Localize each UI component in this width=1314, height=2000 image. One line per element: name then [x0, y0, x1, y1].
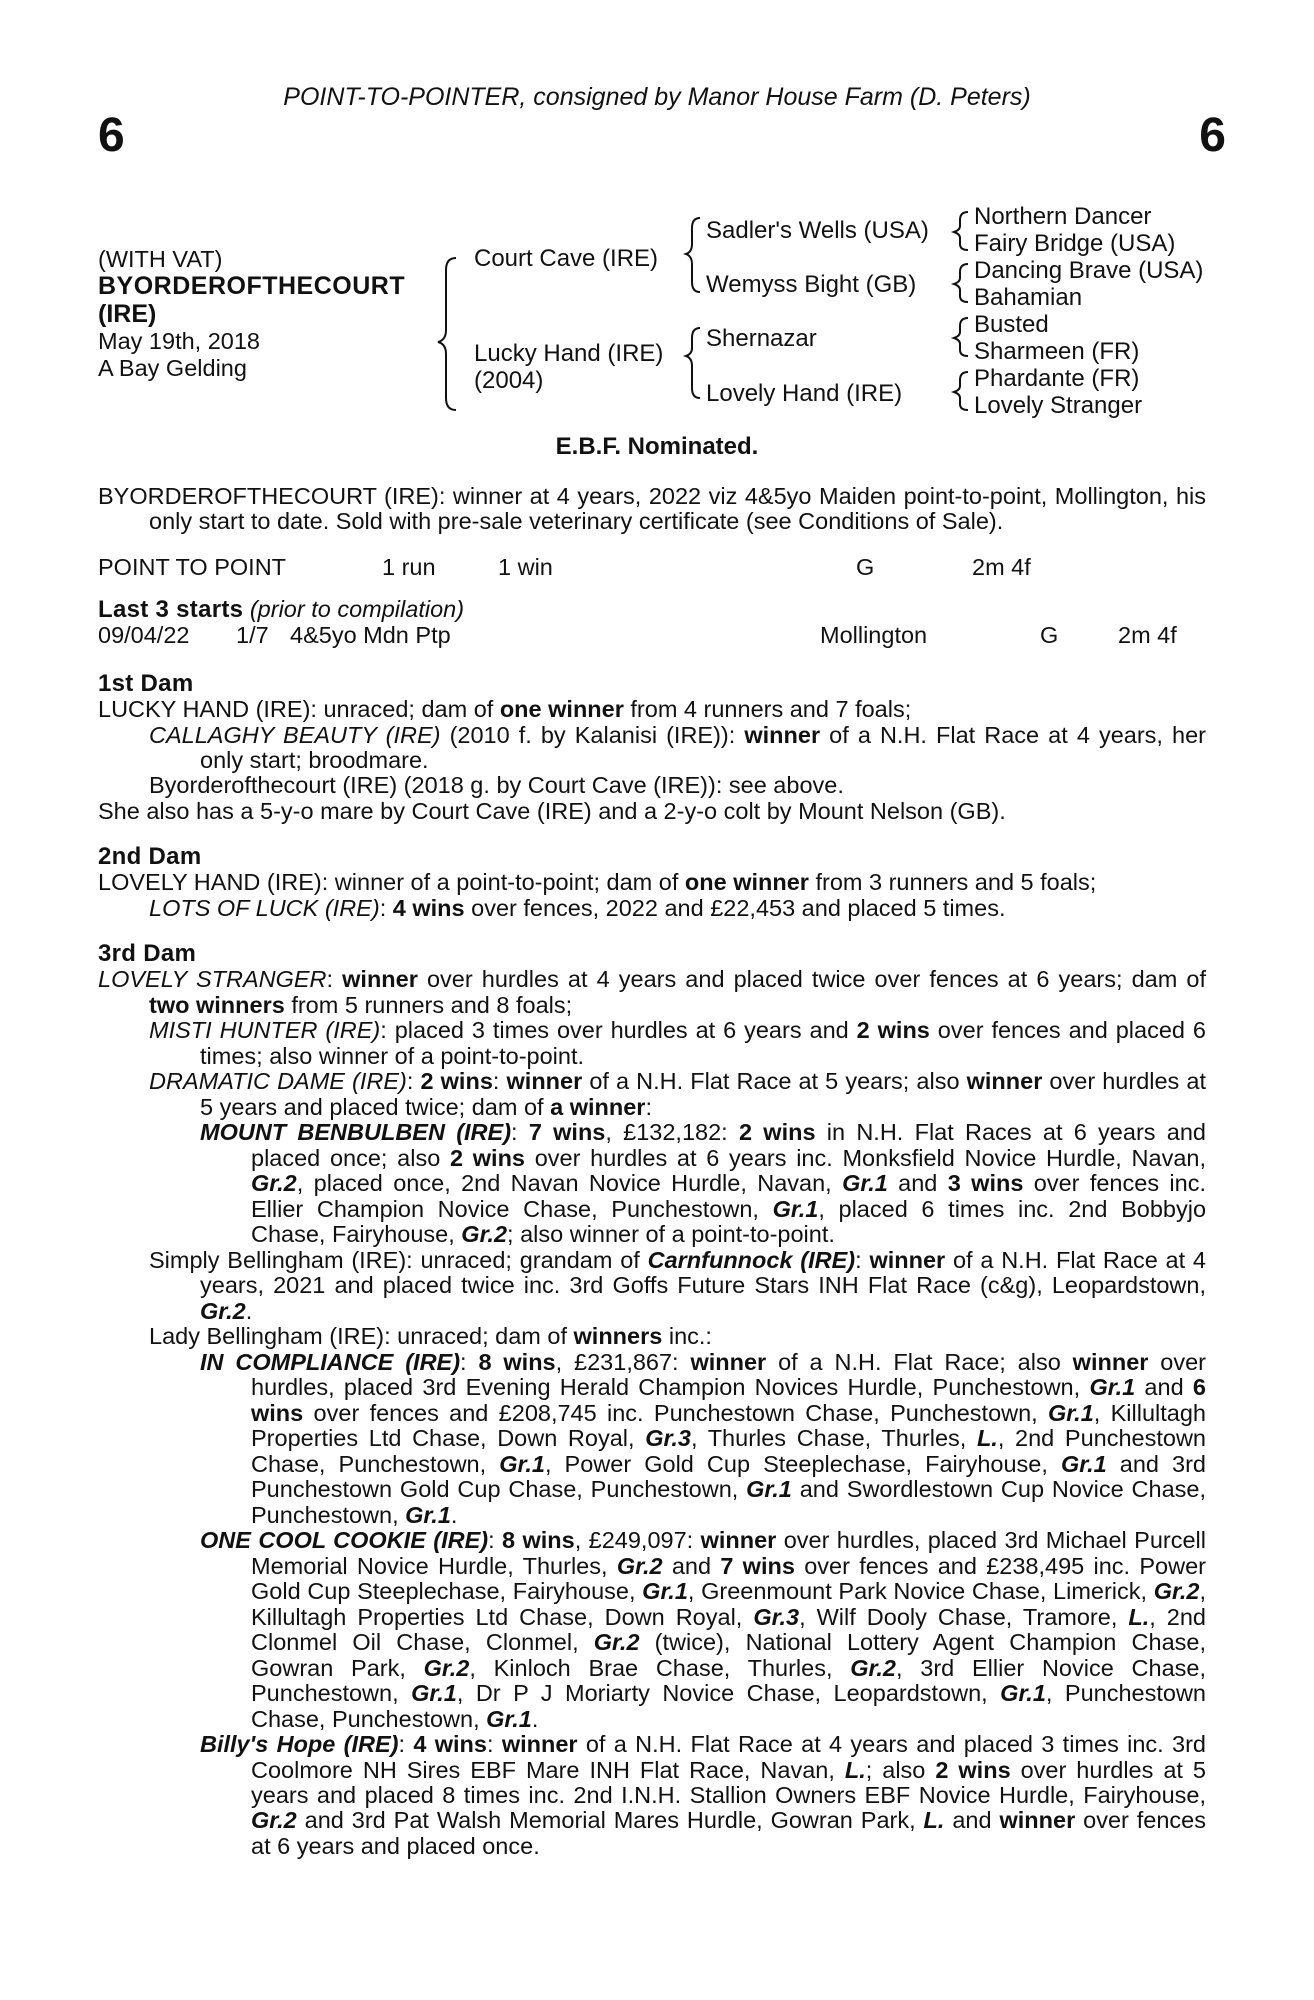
third-dam-line: LOVELY STRANGER: winner over hurdles at 4 years and placed twice over fences at 6 years; dam of two winners from 5 runners and 8 foals; — [98, 966, 1206, 1018]
pedigree-g5: Busted — [974, 311, 1049, 338]
start-going: G — [1040, 622, 1059, 648]
brace-dam — [686, 328, 700, 398]
start-race: 4&5yo Mdn Ptp — [290, 622, 451, 648]
first-dam-line: LUCKY HAND (IRE): unraced; dam of one winner from 4 runners and 7 foals; — [98, 696, 912, 723]
lady-bellingham-entry: Lady Bellingham (IRE): unraced; dam of winners inc.: — [149, 1323, 712, 1350]
misti-hunter-entry: MISTI HUNTER (IRE): placed 3 times over hurdles at 6 years and 2 wins over fences and placed 6 times; also winner of a point-to-point. — [149, 1017, 1206, 1069]
pedigree-sire: Court Cave (IRE) — [474, 245, 659, 272]
simply-bellingham-entry: Simply Bellingham (IRE): unraced; grandam of Carnfunnock (IRE): winner of a N.H. Flat Race at 4 years, 2021 and placed twice inc. 3rd Goffs Future Stars INH Flat Race (c&g), Leopardstown, Gr.2. — [149, 1246, 1207, 1324]
first-dam-section — [98, 671, 1206, 824]
one-cool-cookie-entry: ONE COOL COOKIE (IRE): 8 wins, £249,097: winner over hurdles, placed 3rd Michael Purcell Memorial Novice Hurdle, Thurles, Gr.2 and 7 wins over fences and £238,495 inc. Power Gold Cup Steeplechase, Fairyhouse, Gr.1, Greenmount Park Novice Chase, Limerick, Gr.2, Killultagh Properties Ltd Chase, Down Royal, Gr.3, Wilf Dooly Chase, Tramore, L., 2nd Clonmel Oil Chase, Clonmel, Gr.2 (twice), National Lottery Agent Champion Chase, Gowran Park, Gr.2, Kinloch Brae Chase, Thurles, Gr.2, 3rd Ellier Novice Chase, Punchestown, Gr.1, Dr P J Moriarty Novice Chase, Leopardstown, Gr.1, Punchestown Chase, Punchestown, Gr.1. — [200, 1527, 1206, 1732]
horse-name-line2: (IRE) — [98, 300, 157, 329]
second-dam-section — [98, 844, 1206, 921]
pedigree-g7: Phardante (FR) — [974, 365, 1140, 392]
lots-of-luck-entry: LOTS OF LUCK (IRE): 4 wins over fences, 2022 and £22,453 and placed 5 times. — [149, 894, 1006, 921]
pedigree-g4: Bahamian — [974, 284, 1083, 311]
brace-g1 — [954, 212, 968, 250]
pedigree-sire-dam: Wemyss Bight (GB) — [706, 271, 917, 298]
first-dam-title: 1st Dam — [98, 670, 194, 697]
pedigree-dam-dam: Lovely Hand (IRE) — [706, 380, 903, 407]
pedigree-g8: Lovely Stranger — [974, 392, 1143, 419]
record-row — [98, 555, 1206, 583]
pedigree-dam-sire: Shernazar — [706, 325, 817, 352]
catalogue-body — [98, 484, 1206, 1859]
byorderofthecourt-entry: Byorderofthecourt (IRE) (2018 g. by Court Cave (IRE)): see above. — [149, 772, 844, 799]
pedigree-g6: Sharmeen (FR) — [974, 338, 1140, 365]
horse-info — [98, 246, 405, 381]
pedigree-g3: Dancing Brave (USA) — [974, 257, 1204, 284]
horse-name-line1: BYORDEROFTHECOURT — [98, 272, 406, 301]
record-wins: 1 win — [498, 553, 553, 580]
brace-g2 — [954, 264, 968, 302]
pedigree-dam: Lucky Hand (IRE) — [474, 340, 664, 367]
start-course: Mollington — [820, 622, 928, 648]
last-starts-heading — [98, 597, 1206, 623]
first-dam-note: She also has a 5-y-o mare by Court Cave (IRE) and a 2-y-o colt by Mount Nelson (GB). — [98, 797, 1006, 824]
lot-number-right: 6 — [1199, 109, 1226, 162]
horse-dob: May 19th, 2018 — [98, 328, 260, 355]
ebf-nominated: E.B.F. Nominated. — [555, 433, 759, 460]
brace-g3 — [954, 318, 968, 356]
brace-main — [438, 258, 456, 410]
last-starts-note: (prior to compilation) — [249, 595, 465, 622]
brace-sire — [686, 218, 700, 292]
dramatic-dame-entry: DRAMATIC DAME (IRE): 2 wins: winner of a N.H. Flat Race at 5 years; also winner over hurdles at 5 years and placed twice; dam of a winner: — [149, 1068, 1206, 1120]
second-dam-line: LOVELY HAND (IRE): winner of a point-to-point; dam of one winner from 3 runners and 5 foals; — [98, 869, 1097, 896]
mount-benbulben-entry: MOUNT BENBULBEN (IRE): 7 wins, £132,182: 2 wins in N.H. Flat Races at 6 years and placed once; also 2 wins over hurdles at 6 years inc. Monksfield Novice Hurdle, Navan, Gr.2, placed once, 2nd Navan Novice Hurdle, Navan, Gr.1 and 3 wins over fences inc. Ellier Champion Novice Chase, Punchestown, Gr.1, placed 6 times inc. 2nd Bobbyjo Chase, Fairyhouse, Gr.2; also winner of a point-to-point. — [200, 1119, 1207, 1248]
third-dam-section — [98, 941, 1206, 1859]
record-distance: 2m 4f — [972, 553, 1031, 580]
second-dam-title: 2nd Dam — [98, 843, 202, 871]
start-date: 09/04/22 — [98, 622, 190, 648]
callaghy-beauty-entry: CALLAGHY BEAUTY (IRE) (2010 f. by Kalanisi (IRE)): winner of a N.H. Flat Race at 4 years, her only start; broodmare. — [149, 721, 1206, 773]
start-distance: 2m 4f — [1118, 622, 1177, 648]
start-place: 1/7 — [236, 622, 269, 648]
third-dam-title: 3rd Dam — [98, 940, 197, 968]
last-start-row — [98, 623, 1206, 651]
brace-g4 — [954, 372, 968, 410]
catalogue-header: POINT-TO-POINTER, consigned by Manor House Farm (D. Peters) — [283, 83, 1031, 111]
pedigree-dam-year: (2004) — [474, 367, 544, 394]
last-starts-title: Last 3 starts — [98, 595, 244, 623]
lot-number-left: 6 — [98, 109, 125, 162]
billys-hope-entry: Billy's Hope (IRE): 4 wins: winner of a N.H. Flat Race at 4 years and placed 3 times inc. 3rd Coolmore NH Sires EBF Mare INH Flat Race, Navan, L.; also 2 wins over hurdles at 5 years and placed 8 times inc. 2nd I.N.H. Stallion Owners EBF Novice Hurdle, Fairyhouse, Gr.2 and 3rd Pat Walsh Memorial Mares Hurdle, Gowran Park, L. and winner over fences at 6 years and placed once. — [200, 1731, 1206, 1859]
pedigree-sire-sire: Sadler's Wells (USA) — [706, 217, 929, 244]
record-type: POINT TO POINT — [98, 553, 287, 580]
pedigree-g2: Fairy Bridge (USA) — [974, 230, 1176, 257]
horse-description: A Bay Gelding — [98, 354, 247, 381]
record-going: G — [856, 553, 875, 580]
vat-note: (WITH VAT) — [98, 246, 223, 272]
pedigree-g1: Northern Dancer — [974, 203, 1152, 230]
summary-paragraph: BYORDEROFTHECOURT (IRE): winner at 4 years, 2022 viz 4&5yo Maiden point-to-point, Mollington, his only start to date. Sold with pre-sale veterinary certificate (see Conditions of Sale). — [98, 483, 1206, 535]
in-compliance-entry: IN COMPLIANCE (IRE): 8 wins, £231,867: winner of a N.H. Flat Race; also winner over hurdles, placed 3rd Evening Herald Champion Novices Hurdle, Punchestown, Gr.1 and 6 wins over fences and £208,745 inc. Punchestown Chase, Punchestown, Gr.1, Killultagh Properties Ltd Chase, Down Royal, Gr.3, Thurles Chase, Thurles, L., 2nd Punchestown Chase, Punchestown, Gr.1, Power Gold Cup Steeplechase, Fairyhouse, Gr.1 and 3rd Punchestown Gold Cup Chase, Punchestown, Gr.1 and Swordlestown Cup Novice Chase, Punchestown, Gr.1. — [200, 1348, 1206, 1528]
record-runs: 1 run — [382, 553, 436, 580]
